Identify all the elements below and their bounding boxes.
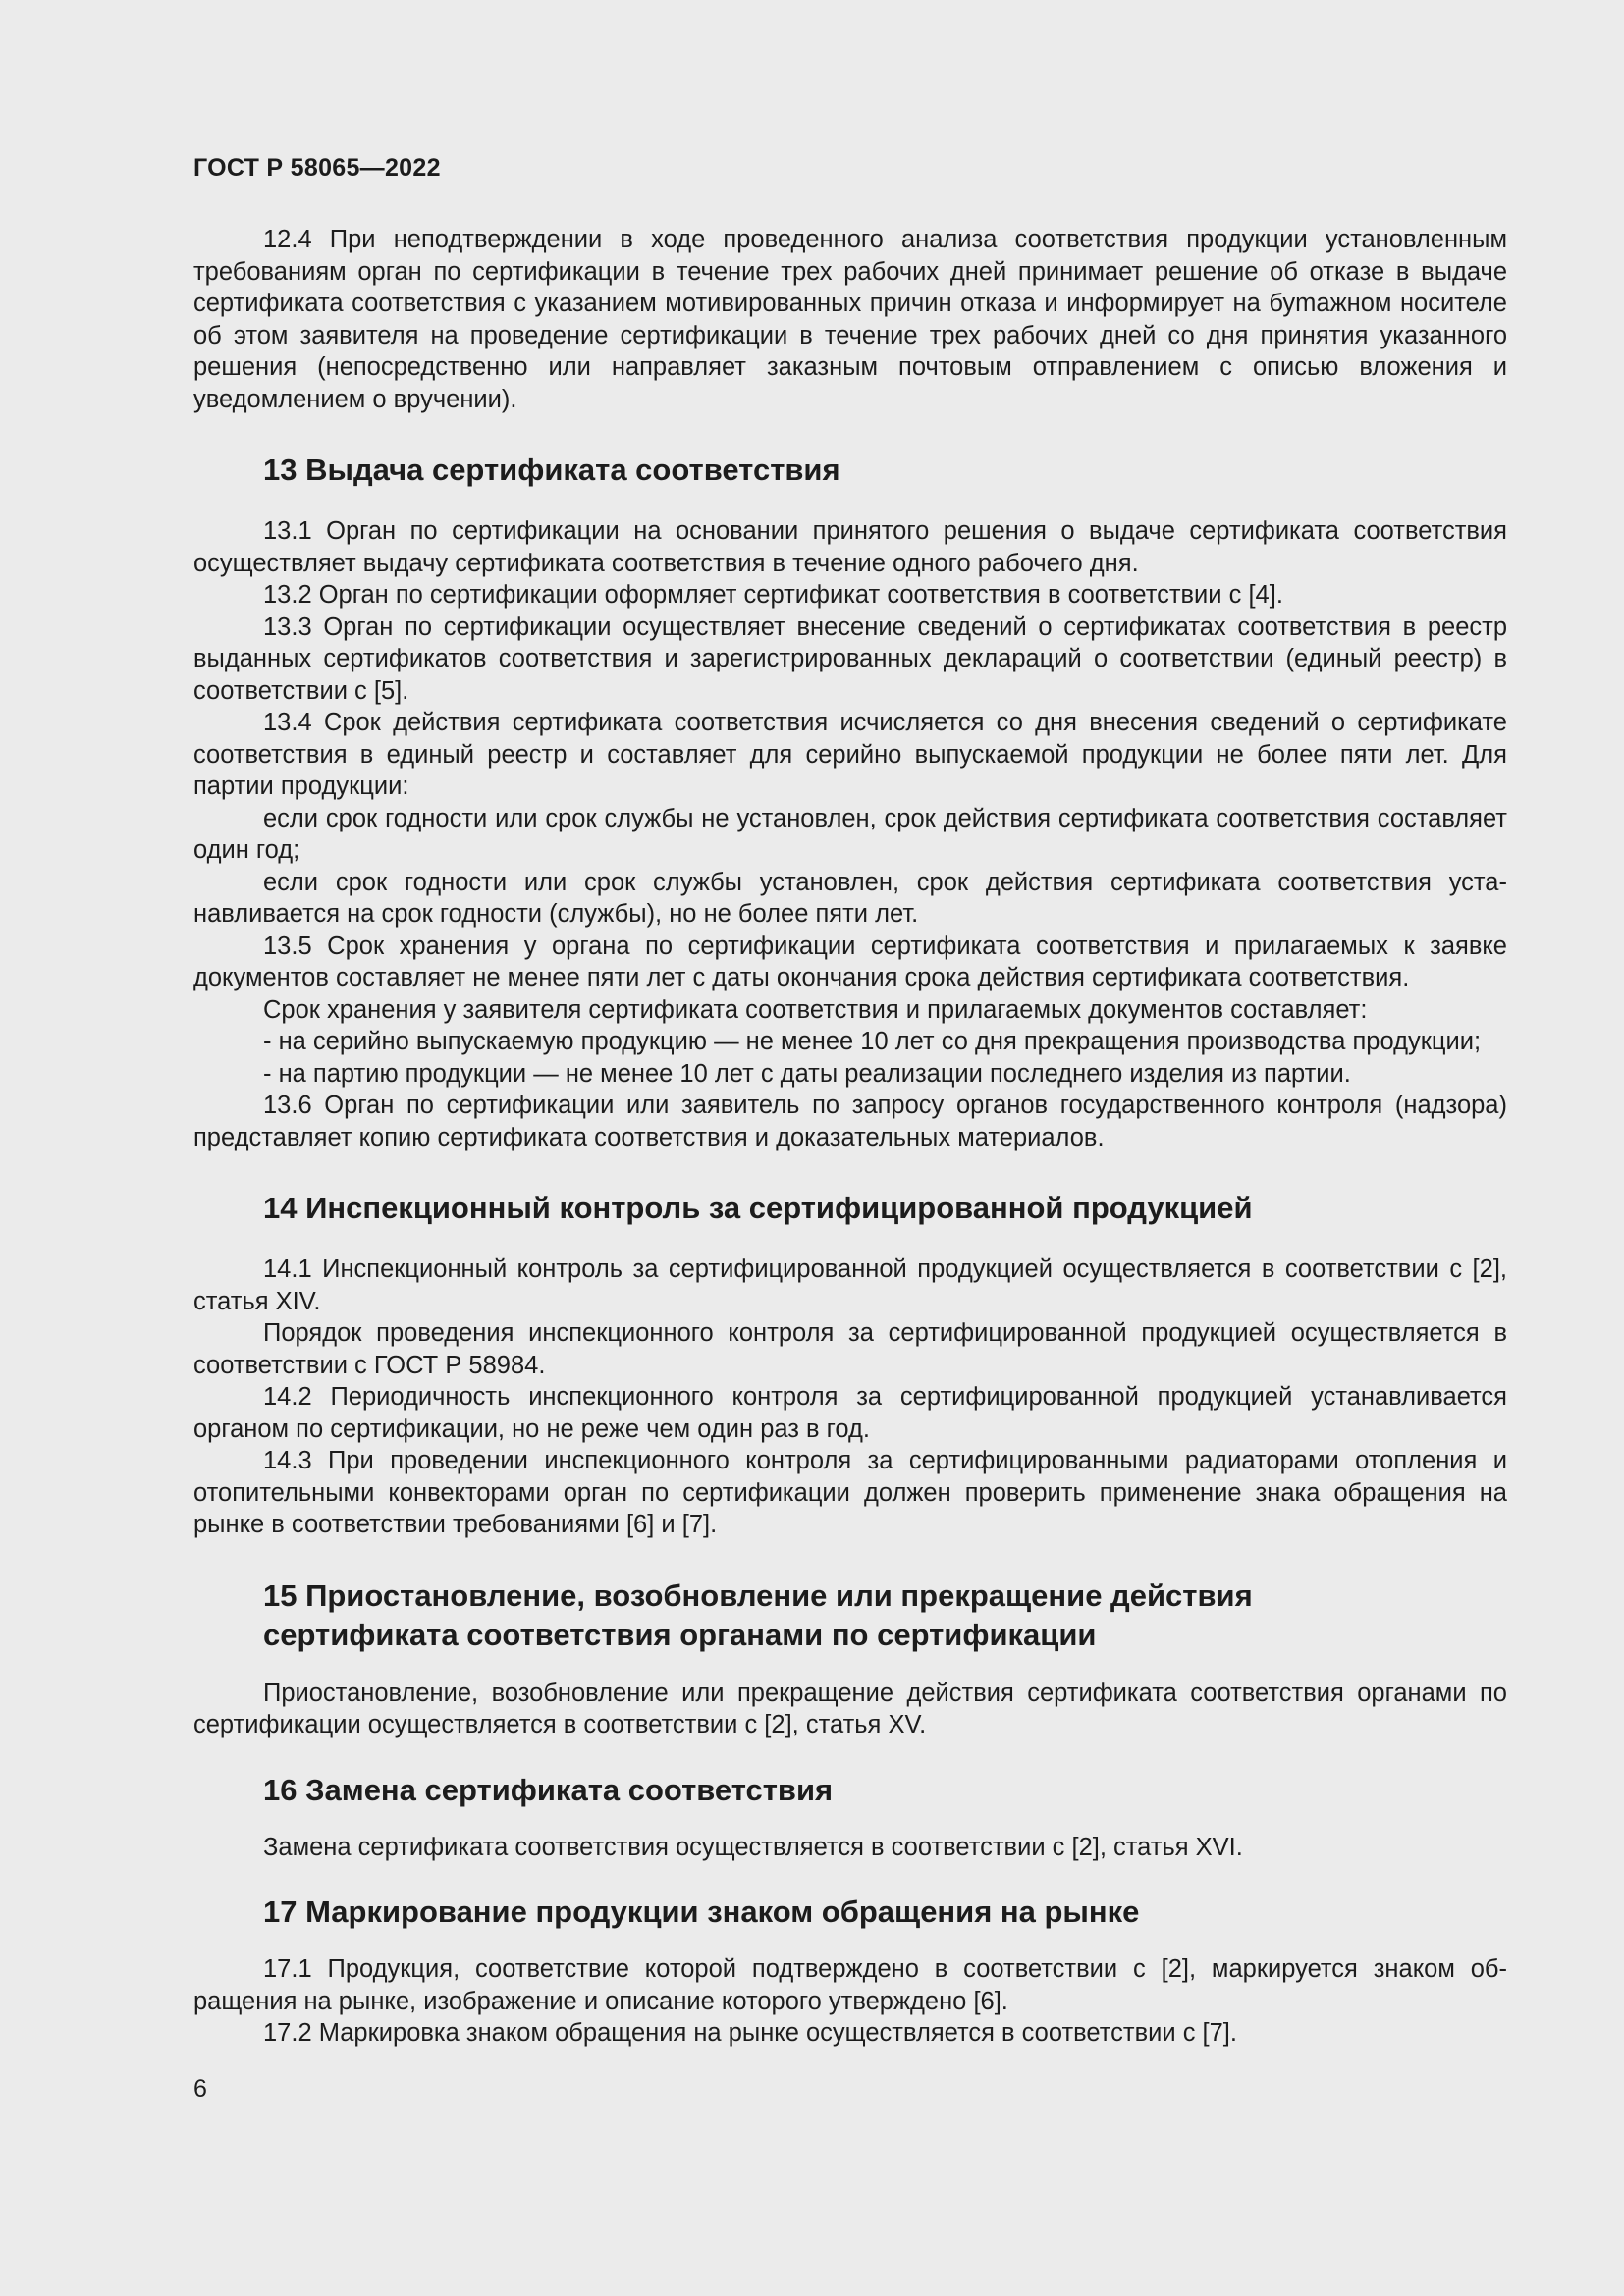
section-15-heading-line2: сертификата соответствия органами по сертификации (263, 1617, 1097, 1652)
clause-13-4-item-a: если срок годности или срок службы не установлен, срок действия сертификата соответствия составляет один год; (193, 804, 1507, 864)
clause-14-2: 14.2 Периодичность инспекционного контроля за сертифицированной продукцией устанавливается органом по сертификации, но не реже чем один раз в год. (193, 1383, 1507, 1443)
clause-13-4-item-b: если срок годности или срок службы установлен, срок действия сертификата соответствия устанавливается на срок годности (службы), но не более пяти лет. (193, 868, 1507, 928)
clause-13-5: 13.5 Срок хранения у органа по сертификации сертификата соответствия и прилагаемых к заявке документов составляет не менее пяти лет с даты окончания срока действия сертификата соответствия. (193, 932, 1507, 991)
section-16-heading: 16 Замена сертификата соответствия (263, 1772, 834, 1807)
document-code-header: ГОСТ Р 58065—2022 (193, 154, 441, 182)
clause-12-4: 12.4 При неподтверждении в ходе проведенного анализа соответствия продукции установленным требованиям орган по сертификации в течение трех рабочих дней принимает решение об отказе в выдаче сертификата соответствия с указанием мотивированных причин отказа и информирует на буmажном носителе об этом заявителя на проведение сертификации в течение трех рабочих дней со дня принятия указанного решения (непосредственно или направляет заказным почтовым отправлением с описью вложения и уведомлением о вручении). (193, 226, 1507, 413)
document-body (193, 224, 1507, 2050)
section-14-heading: 14 Инспекционный контроль за сертифицированной продукцией (263, 1191, 1253, 1225)
clause-13-5-item-serial: - на серийно выпускаемую продукцию — не менее 10 лет со дня прекращения производства продукции; (263, 1028, 1482, 1055)
clause-14-3: 14.3 При проведении инспекционного контроля за сертифицированными радиаторами отопления и отопительными конвекторами орган по сертификации должен проверить применение знака обращения на рынке в соответствии требованиями [6] и [7]. (193, 1447, 1507, 1538)
clause-17-1: 17.1 Продукция, соответствие которой подтверждено в соответствии с [2], маркируется знаком обращения на рынке, изображение и описание которого утверждено [6]. (193, 1955, 1507, 2015)
clause-13-3: 13.3 Орган по сертификации осуществляет внесение сведений о сертификатах соответствия в реестр выданных сертификатов соответствия и зарегистрированных деклараций о соответствии (единый реестр) в соответствии с [5]. (193, 613, 1507, 705)
clause-13-6: 13.6 Орган по сертификации или заявитель по запросу органов государственного контроля (надзора) представляет копию сертификата соответствия и доказательных материалов. (193, 1092, 1507, 1151)
clause-13-1: 13.1 Орган по сертификации на основании принятого решения о выдаче сертификата соответствия осуществляет выдачу сертификата соответствия в течение одного рабочего дня. (193, 517, 1507, 577)
clause-16-text: Замена сертификата соответствия осуществляется в соответствии с [2], статья XVI. (263, 1833, 1243, 1861)
section-13-heading: 13 Выдача сертификата соответствия (263, 453, 840, 487)
section-15-heading (193, 1576, 1507, 1655)
clause-13-2: 13.2 Орган по сертификации оформляет сертификат соответствия в соответствии с [4]. (263, 581, 1283, 609)
clause-17-2: 17.2 Маркировка знаком обращения на рынке осуществляется в соответствии с [7]. (263, 2019, 1237, 2047)
section-15-heading-line1: 15 Приостановление, возобновление или прекращение действия (263, 1577, 1253, 1613)
page-number: 6 (193, 2075, 207, 2103)
clause-13-5-text: Срок хранения у заявителя сертификата соответствия и прилагаемых документов составляет: (263, 995, 1368, 1024)
document-page (193, 0, 1507, 2296)
clause-13-4: 13.4 Срок действия сертификата соответствия исчисляется со дня внесения сведений о сертификате соответствия в единый реестр и составляет для серийно выпускаемой продукции не более пяти лет. Для партии продукции: (193, 709, 1507, 800)
clause-14-1-text: Порядок проведения инспекционного контроля за сертифицированной продукцией осуществляется в соответствии с ГОСТ Р 58984. (193, 1319, 1507, 1379)
clause-14-1: 14.1 Инспекционный контроль за сертифицированной продукцией осуществляется в соответствии с [2], статья XIV. (193, 1255, 1507, 1315)
clause-15-text: Приостановление, возобновление или прекращение действия сертификата соответствия органами по сертификации осуществляется в соответствии с [2], статья XV. (193, 1679, 1507, 1738)
clause-13-5-item-batch: - на партию продукции — не менее 10 лет с даты реализации последнего изделия из партии. (263, 1059, 1351, 1088)
section-17-heading: 17 Маркирование продукции знаком обращения на рынке (263, 1895, 1140, 1929)
